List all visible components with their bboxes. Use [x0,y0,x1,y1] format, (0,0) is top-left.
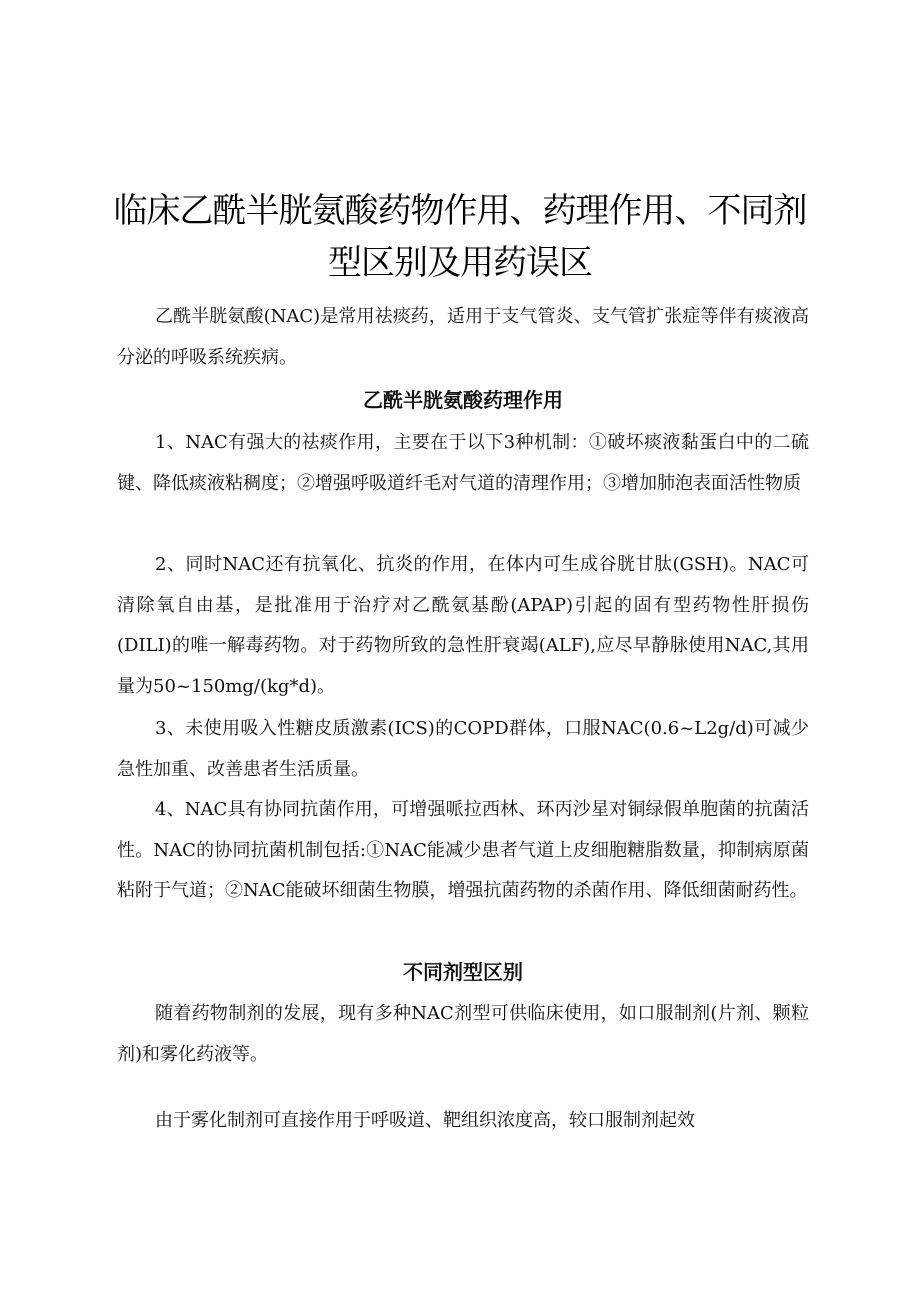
paragraph-1: 1、NAC有强大的祛痰作用，主要在于以下3种机制：①破坏痰液黏蛋白中的二硫键、降低痰液粘稠度；②增强呼吸道纤毛对气道的清理作用；③增加肺泡表面活性物质 [117,432,809,494]
paragraph-6: 由于雾化制剂可直接作用于呼吸道、靶组织浓度高，较口服制剂起效 [155,1110,695,1131]
paragraph-2: 2、同时NAC还有抗氧化、抗炎的作用，在体内可生成谷胱甘肽(GSH)。NAC可清除氧自由基，是批准用于治疗对乙酰氨基酚(APAP)引起的固有型药物性肝损伤(DILI)的唯一解毒药物。对于药物所致的急性肝衰竭(ALF),应尽早静脉使用NAC,其用量为50~150mg/(kg*d)。 [117,554,809,697]
paragraph-5: 随着药物制剂的发展，现有多种NAC剂型可供临床使用，如口服制剂(片剂、颗粒剂)和雾化药液等。 [117,1003,809,1065]
document-title: 临床乙酰半胱氨酸药物作用、药理作用、不同剂型区别及用药误区 [113,190,807,283]
paragraph-4: 4、NAC具有协同抗菌作用，可增强哌拉西林、环丙沙星对铜绿假单胞菌的抗菌活性。NAC的协同抗菌机制包括:①NAC能减少患者气道上皮细胞糖脂数量，抑制病原菌粘附于气道；②NAC能破坏细菌生物膜，增强抗菌药物的杀菌作用、降低细菌耐药性。 [117,799,809,901]
section-heading-dosage-forms: 不同剂型区别 [403,960,523,984]
paragraph-3: 3、未使用吸入性糖皮质激素(ICS)的COPD群体，口服NAC(0.6~L2g/d)可减少急性加重、改善患者生活质量。 [117,718,809,780]
section-heading-pharmacology: 乙酰半胱氨酸药理作用 [363,388,563,412]
intro-paragraph: 乙酰半胱氨酸(NAC)是常用祛痰药，适用于支气管炎、支气管扩张症等伴有痰液高分泌的呼吸系统疾病。 [117,306,809,368]
